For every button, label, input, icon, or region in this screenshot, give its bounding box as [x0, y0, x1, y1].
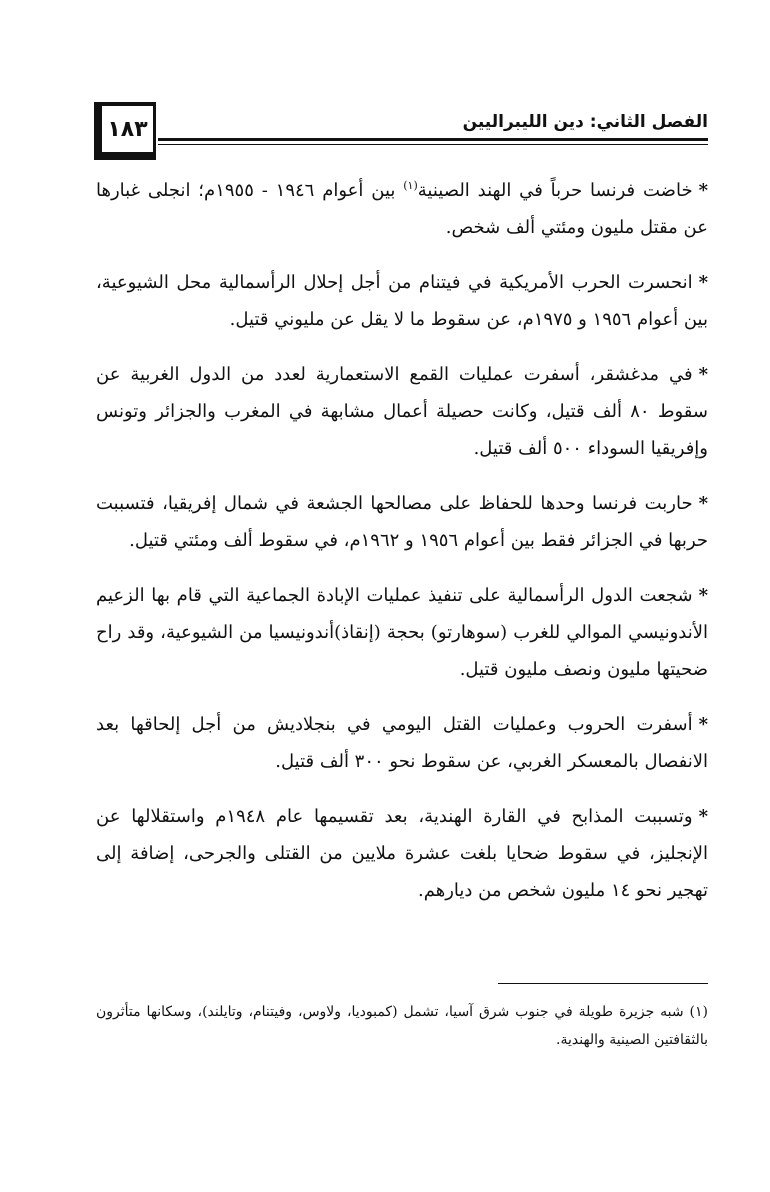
footnote: (١) شبه جزيرة طويلة في جنوب شرق آسيا، تشمل (كمبوديا، ولاوس، وفيتنام، وتايلند)، وسكانها متأثرون بالثقافتين الصينية والهندية. [96, 1004, 708, 1048]
bullet-star: * [698, 364, 708, 385]
paragraph-text: انحسرت الحرب الأمريكية في فيتنام من أجل إحلال الرأسمالية محل الشيوعية، بين أعوام ١٩٥٦ و ١٩٧٥م، عن سقوط ما لا يقل عن مليوني قتيل. [96, 272, 708, 330]
bullet-star: * [698, 493, 708, 514]
paragraph-text: حاربت فرنسا وحدها للحفاظ على مصالحها الجشعة في شمال إفريقيا، فتسببت حربها في الجزائر فقط بين أعوام ١٩٥٦ و ١٩٦٢م، في سقوط ألف ومئتي قتيل. [96, 493, 708, 551]
bullet-star: * [698, 714, 708, 735]
header-rule-thin [158, 144, 708, 145]
paragraph-text: خاضت فرنسا حرباً في الهند الصينية [417, 180, 693, 201]
paragraph-4 [96, 485, 708, 559]
bullet-star: * [698, 272, 708, 293]
bullet-star: * [698, 806, 708, 827]
paragraph-6 [96, 706, 708, 780]
paragraph-5 [96, 577, 708, 688]
chapter-title: الفصل الثاني: دين الليبراليين [462, 112, 708, 132]
header-rule-thick [158, 138, 708, 141]
paragraph-text: أسفرت الحروب وعمليات القتل اليومي في بنجلاديش من أجل إلحاقها بعد الانفصال بالمعسكر الغربي، عن سقوط نحو ٣٠٠ ألف قتيل. [96, 714, 708, 772]
paragraph-text: وتسببت المذابح في القارة الهندية، بعد تقسيمها عام ١٩٤٨م واستقلالها عن الإنجليز، في سقوط ضحايا بلغت عشرة ملايين من القتلى والجرحى، إضافة إلى تهجير نحو ١٤ مليون شخص من ديارهم. [96, 806, 708, 901]
page-body [96, 172, 708, 927]
paragraph-7 [96, 798, 708, 909]
paragraph-text: بين أعوام ١٩٤٦ - ١٩٥٥م؛ انجلى غبارها عن مقتل مليون ومئتي ألف شخص. [96, 180, 708, 238]
bullet-star: * [698, 180, 708, 201]
bullet-star: * [698, 585, 708, 606]
paragraph-3 [96, 356, 708, 467]
paragraph-text: في مدغشقر، أسفرت عمليات القمع الاستعمارية لعدد من الدول الغربية عن سقوط ٨٠ ألف قتيل، وكانت حصيلة أعمال مشابهة في المغرب والجزائر وتونس وإفريقيا السوداء ٥٠٠ ألف قتيل. [96, 364, 708, 459]
paragraph-2 [96, 264, 708, 338]
page-header [98, 102, 708, 162]
page-number: ١٨٣ [98, 102, 156, 156]
paragraph-text: شجعت الدول الرأسمالية على تنفيذ عمليات الإبادة الجماعية التي قام بها الزعيم الأندونيسي الموالي للغرب (سوهارتو) بحجة (إنقاذ)أندونيسيا من الشيوعية، وقد راح ضحيتها مليون ونصف مليون قتيل. [96, 585, 708, 680]
footnote-divider [498, 983, 708, 984]
paragraph-1 [96, 172, 708, 246]
footnote-ref[interactable]: (١) [403, 179, 418, 192]
